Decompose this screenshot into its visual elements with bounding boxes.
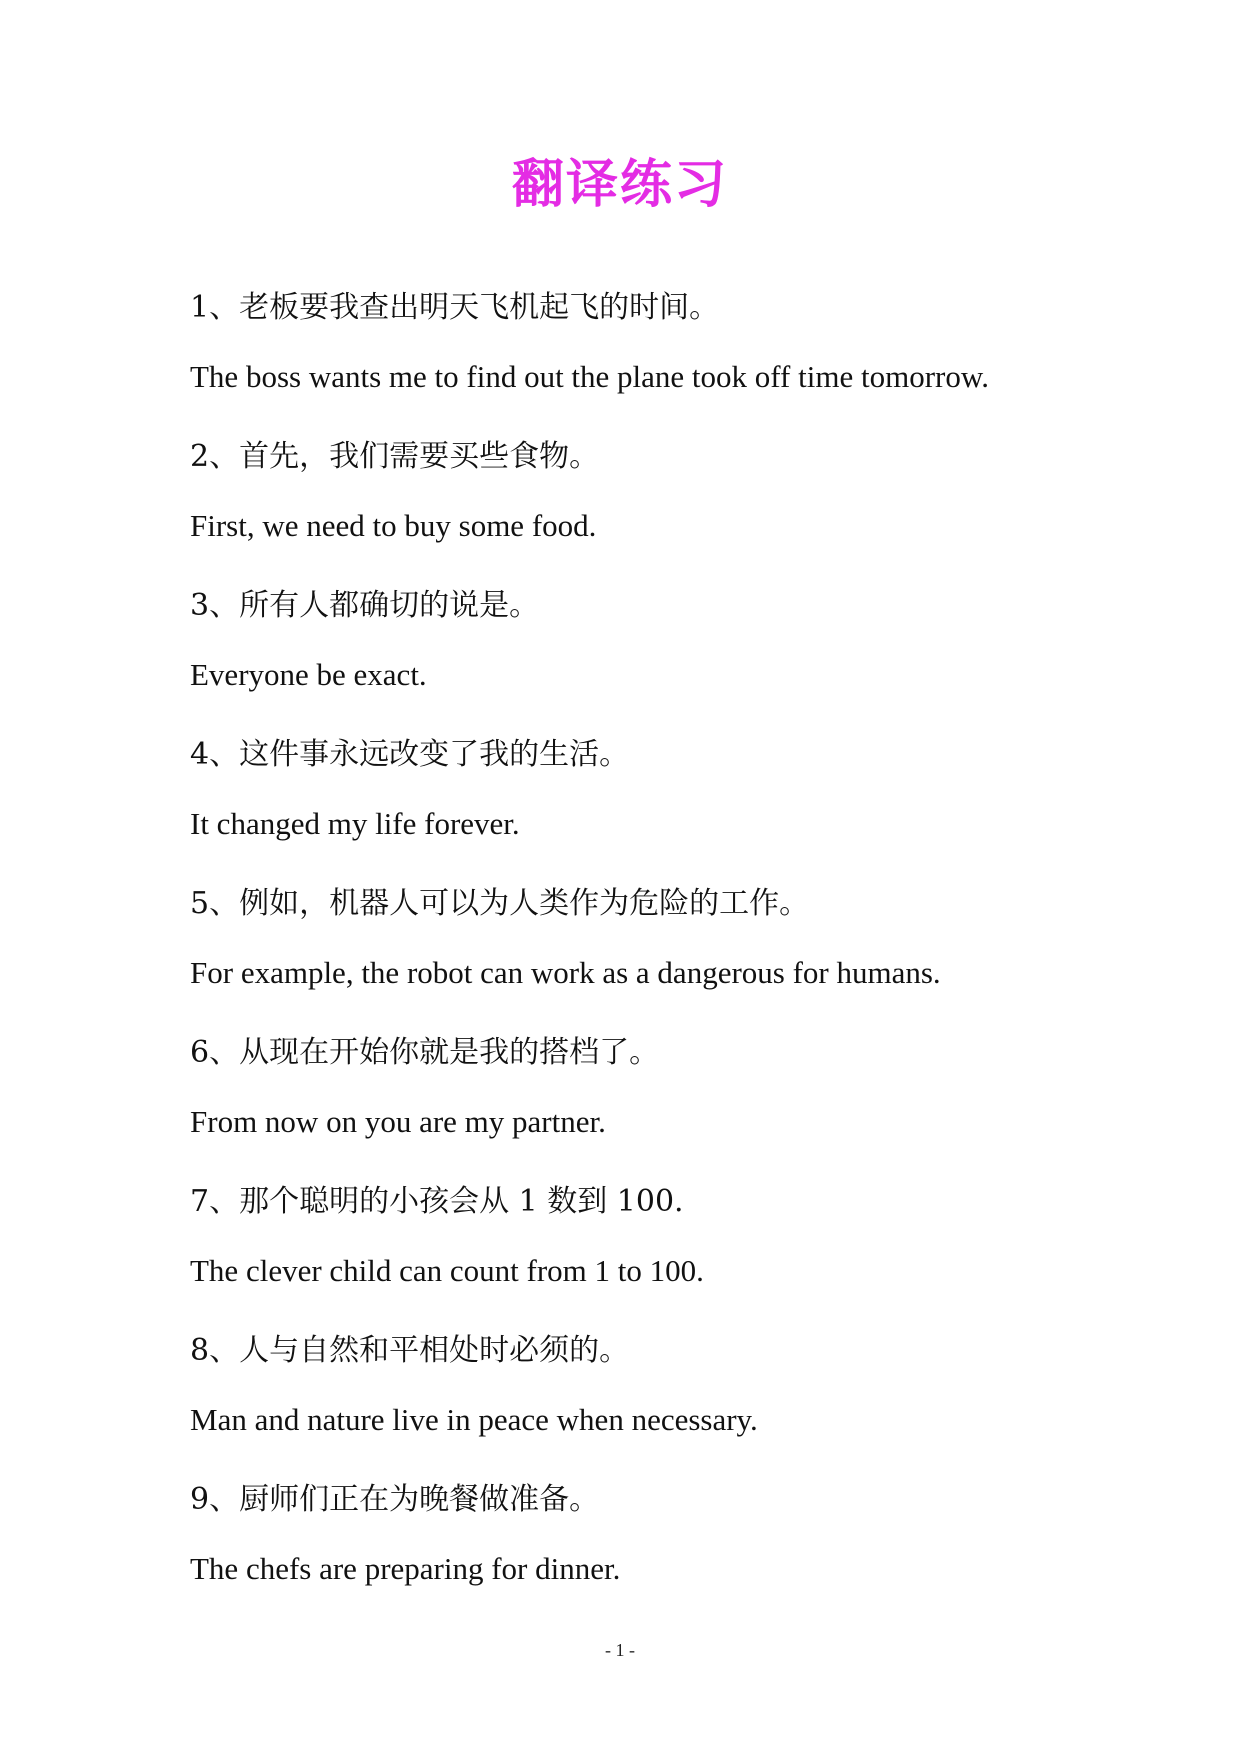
page-number: - 1 - <box>605 1640 635 1660</box>
list-item <box>190 1180 1150 1329</box>
english-translation: For example, the robot can work as a dangerous for humans. <box>190 955 941 990</box>
chinese-sentence: 8、人与自然和平相处时必须的。 <box>190 1333 630 1368</box>
english-translation: The chefs are preparing for dinner. <box>190 1551 621 1586</box>
chinese-sentence: 3、所有人都确切的说是。 <box>190 588 540 623</box>
chinese-sentence: 1、老板要我查出明天飞机起飞的时间。 <box>190 290 720 325</box>
chinese-sentence: 9、厨师们正在为晚餐做准备。 <box>190 1482 600 1517</box>
chinese-sentence: 6、从现在开始你就是我的搭档了。 <box>190 1035 660 1070</box>
list-item <box>190 733 1150 882</box>
translation-list <box>190 286 1150 1627</box>
english-translation: From now on you are my partner. <box>190 1104 606 1139</box>
english-translation: The boss wants me to find out the plane took off time tomorrow. <box>190 359 989 394</box>
chinese-sentence: 5、例如，机器人可以为人类作为危险的工作。 <box>190 886 810 921</box>
chinese-sentence: 7、那个聪明的小孩会从 1 数到 100. <box>190 1184 684 1219</box>
english-translation: First, we need to buy some food. <box>190 508 597 543</box>
list-item <box>190 1478 1150 1627</box>
list-item <box>190 1329 1150 1478</box>
list-item <box>190 435 1150 584</box>
list-item <box>190 882 1150 1031</box>
english-translation: Man and nature live in peace when necessary. <box>190 1402 758 1437</box>
page-title: 翻译练习 <box>511 154 728 215</box>
list-item <box>190 1031 1150 1180</box>
list-item <box>190 286 1150 435</box>
english-translation: It changed my life forever. <box>190 806 520 841</box>
english-translation: Everyone be exact. <box>190 657 427 692</box>
list-item <box>190 584 1150 733</box>
chinese-sentence: 2、首先，我们需要买些食物。 <box>190 439 600 474</box>
chinese-sentence: 4、这件事永远改变了我的生活。 <box>190 737 630 772</box>
english-translation: The clever child can count from 1 to 100. <box>190 1253 704 1288</box>
